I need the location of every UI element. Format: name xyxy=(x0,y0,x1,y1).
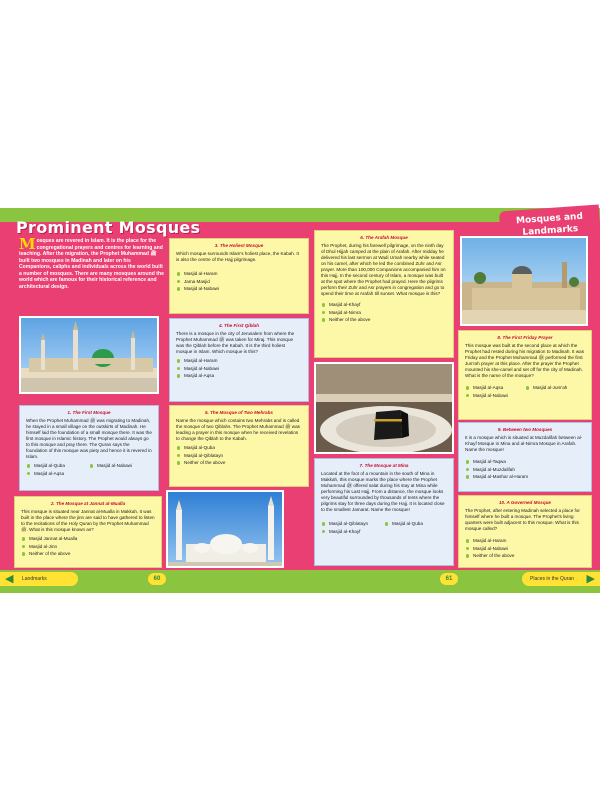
intro-text: osques are revered in Islam. It is the place for the congregational prayers and centres for learning and teaching. After the migration, the Prophet Muhammad ﷺ built two mosques in Madinah and later on his Companions, caliphs and individuals across the world built a number of mosques. There are many mosques around the world which are famous for their historical reference and architectural design. xyxy=(19,238,164,290)
answer-option[interactable]: Masjid al-Khayf xyxy=(321,302,447,308)
card-heading: 2. The Mosque at Jannat al-Mualla xyxy=(50,501,126,506)
answer-option[interactable]: Masjid al-Qiblatayn xyxy=(176,453,302,459)
answer-option[interactable]: Masjid al-Jinn xyxy=(21,544,155,550)
question-card-8 xyxy=(458,330,592,420)
answer-options xyxy=(465,385,585,400)
answer-option[interactable]: Masjid al-Khayf xyxy=(321,529,384,535)
aqsa-mosque-illustration xyxy=(462,238,588,326)
answer-option[interactable]: Neither of the above xyxy=(321,317,447,323)
question-card-10 xyxy=(458,495,592,568)
card-text: Located at the foot of a mountain in the south of Mina in Makkah, this mosque marks the place where the Prophet Muhammad ﷺ offered salat during his stay at Mina while performing his Last Hajj. From a distance, the mosque looks very beautiful surrounded by thousands of tents where the pilgrims stay for three days during the Hajj. It is located close to the smallest Jamarat. Name the mosque! xyxy=(321,471,445,512)
answer-option[interactable]: Masjid al-Jum'ah xyxy=(525,385,585,391)
question-card-6 xyxy=(314,230,454,358)
card-heading: 7. The Mosque at Mina xyxy=(359,463,409,468)
card-heading: 6. The Arafah Mosque xyxy=(360,235,408,240)
page-number-left: 60 xyxy=(148,573,166,585)
card-text: This mosque was built at the second place at which the Prophet had rested during his migration to Madinah. It was Friday and the Prophet Muhammad ﷺ performed the first Jum'ah prayer at this place. After the prayer the Prophet mounted his she-camel and set off for the city of Madinah. What is the name of the mosque? xyxy=(465,343,584,378)
answer-option[interactable]: Masjid al-Quba xyxy=(384,521,447,527)
question-card-2 xyxy=(14,496,162,568)
footer-next-section[interactable] xyxy=(522,572,600,586)
footer-prev-section[interactable] xyxy=(0,572,78,586)
card-text: The Prophet, after entering Madinah selected a place for himself where he built a mosque. The Prophet's living quarters were built adjacent to this mosque. What is this mosque called? xyxy=(465,508,580,531)
kabah-photo xyxy=(314,362,454,454)
answer-option[interactable]: Masjid al-Nimra xyxy=(321,310,447,316)
card-text: When the Prophet Muhammad ﷺ was migrating to Madinah, he stayed in a small village on the outskirts of Madinah. He himself laid the foundation of a small mosque there. It was the first mosque in Islamic history. The Prophet would always go to this mosque and pray there. The Quran says the foundation of this mosque was piety and hence it is revered in Islam. xyxy=(26,418,152,459)
answer-options xyxy=(176,271,302,292)
answer-options xyxy=(26,463,152,478)
answer-option[interactable]: Masjid al-Muzdalifah xyxy=(465,467,585,473)
card-text: This mosque is situated near Jannat al-Mualla in Makkah. It was built in the place where the jinn are said to have gathered to listen to the recitations of the Holy Quran by the Prophet Muhammad ﷺ. What is this mosque known as? xyxy=(21,509,155,532)
answer-option[interactable]: Jama Masjid xyxy=(176,279,302,285)
answer-options xyxy=(465,538,585,559)
footer-right-label: Places in the Quran xyxy=(530,576,574,582)
answer-option[interactable]: Masjid al-Quba xyxy=(176,445,302,451)
answer-option[interactable]: Masjid al-Nabawi xyxy=(465,393,525,399)
answer-option[interactable]: Masjid al-Haram xyxy=(176,271,302,277)
answer-option[interactable]: Masjid al-Nabawi xyxy=(176,366,302,372)
answer-option[interactable]: Masjid al-Nabawi xyxy=(176,286,302,292)
answer-option[interactable]: Masjid al-Aqsa xyxy=(176,373,302,379)
nabawi-mosque-photo xyxy=(19,316,159,394)
section-tab-line1: Mosques and xyxy=(515,211,584,227)
answer-option[interactable]: Masjid al-Nabawi xyxy=(89,463,152,469)
answer-option[interactable]: Masjid al-Haram xyxy=(465,538,585,544)
card-text: There is a mosque in the city of Jerusalem from where the Prophet Muhammad ﷺ was taken for Miraj. This mosque was the Qiblah before the Kabah. It is the third holiest mosque in Islam. Which mosque is this? xyxy=(176,331,295,354)
answer-option[interactable]: Masjid al-Quba xyxy=(26,463,89,469)
card-heading: 10. A Governed Mosque xyxy=(499,500,551,505)
card-heading: 8. The First Friday Prayer xyxy=(497,335,553,340)
card-text: The Prophet, during his farewell pilgrimage, on the ninth day of Dhul Hijjah camped at the plain of Arafah. After midday he delivered his last sermon at Wadi Urnah nearby while seated on his camel, after which he led the combined Zuhr and Asr prayer. More than 100,000 Companions accompanied him on this Hajj. In the second century of Islam, a mosque was built at the spot where the Prophet had prayed. Here the pilgrims perform their Zuhr and Asr prayers in congregation and go to spend their time at Arafah till sunset. What mosque is this? xyxy=(321,243,446,296)
section-tab-line2: Landmarks xyxy=(522,224,579,238)
answer-option[interactable]: Masjid al-Qiblatayn xyxy=(321,521,384,527)
question-card-9 xyxy=(458,422,592,492)
answer-options xyxy=(465,459,585,480)
answer-option[interactable]: Masjid al-Mashar al-Haram xyxy=(465,474,585,480)
answer-option[interactable]: Masjid al-Aqsa xyxy=(26,471,89,477)
answer-option[interactable]: Neither of the above xyxy=(176,460,302,466)
kabah-illustration xyxy=(316,364,454,454)
answer-option[interactable]: Neither of the above xyxy=(21,551,155,557)
question-card-3 xyxy=(169,238,309,314)
answer-option[interactable]: Masjid al-Haram xyxy=(176,358,302,364)
footer-left-label: Landmarks xyxy=(22,576,47,582)
white-mosque-illustration xyxy=(168,492,284,568)
answer-option[interactable]: Masjid al-Nabawi xyxy=(465,546,585,552)
arrow-right-icon: ▶ xyxy=(586,573,595,585)
question-card-5 xyxy=(169,405,309,487)
answer-options xyxy=(176,445,302,466)
answer-options xyxy=(21,536,155,557)
card-text: It is a mosque which is situated at Muzdalifah between al-Khayf Mosque in Mina and al-Nimra Mosque in Arafah. Name the mosque! xyxy=(465,435,583,452)
intro-paragraph xyxy=(19,235,164,290)
page-title: Prominent Mosques xyxy=(16,218,201,237)
card-heading: 1. The First Mosque xyxy=(67,410,111,415)
page-number-right: 61 xyxy=(440,573,458,585)
answer-options xyxy=(321,302,447,323)
question-card-4 xyxy=(169,318,309,402)
card-heading: 4. The First Qiblah xyxy=(218,323,260,328)
answer-options xyxy=(176,358,302,379)
card-heading: 9. Between two Mosques xyxy=(497,427,553,432)
question-card-7 xyxy=(314,458,454,566)
answer-option[interactable]: Masjid al-Aqsa xyxy=(465,385,525,391)
card-text: Name the mosque which contains two Mehrabs and is called the mosque of two Qiblahs. The Prophet Muhammad ﷺ was leading a prayer in this mosque when he received revelation to change the Qiblah to the Kabah. xyxy=(176,418,300,441)
arrow-left-icon: ◀ xyxy=(5,573,14,585)
card-heading: 3. The Holiest Mosque xyxy=(214,243,264,248)
drop-cap: M xyxy=(19,235,36,253)
answer-option[interactable]: Masjid al-Taqwa xyxy=(465,459,585,465)
card-heading: 5. The Mosque of Two Mehrabs xyxy=(205,410,273,415)
question-card-1 xyxy=(19,405,159,491)
card-text: Which mosque surrounds Islam's holiest place, the Kabah. It is also the centre of the Hajj pilgrimage. xyxy=(176,251,299,262)
answer-option[interactable]: Masjid Jannat al-Mualla xyxy=(21,536,155,542)
aqsa-mosque-photo xyxy=(460,236,588,326)
answer-options xyxy=(321,521,447,536)
white-mosque-photo xyxy=(166,490,284,568)
nabawi-mosque-illustration xyxy=(21,318,159,394)
answer-option[interactable]: Neither of the above xyxy=(465,553,585,559)
